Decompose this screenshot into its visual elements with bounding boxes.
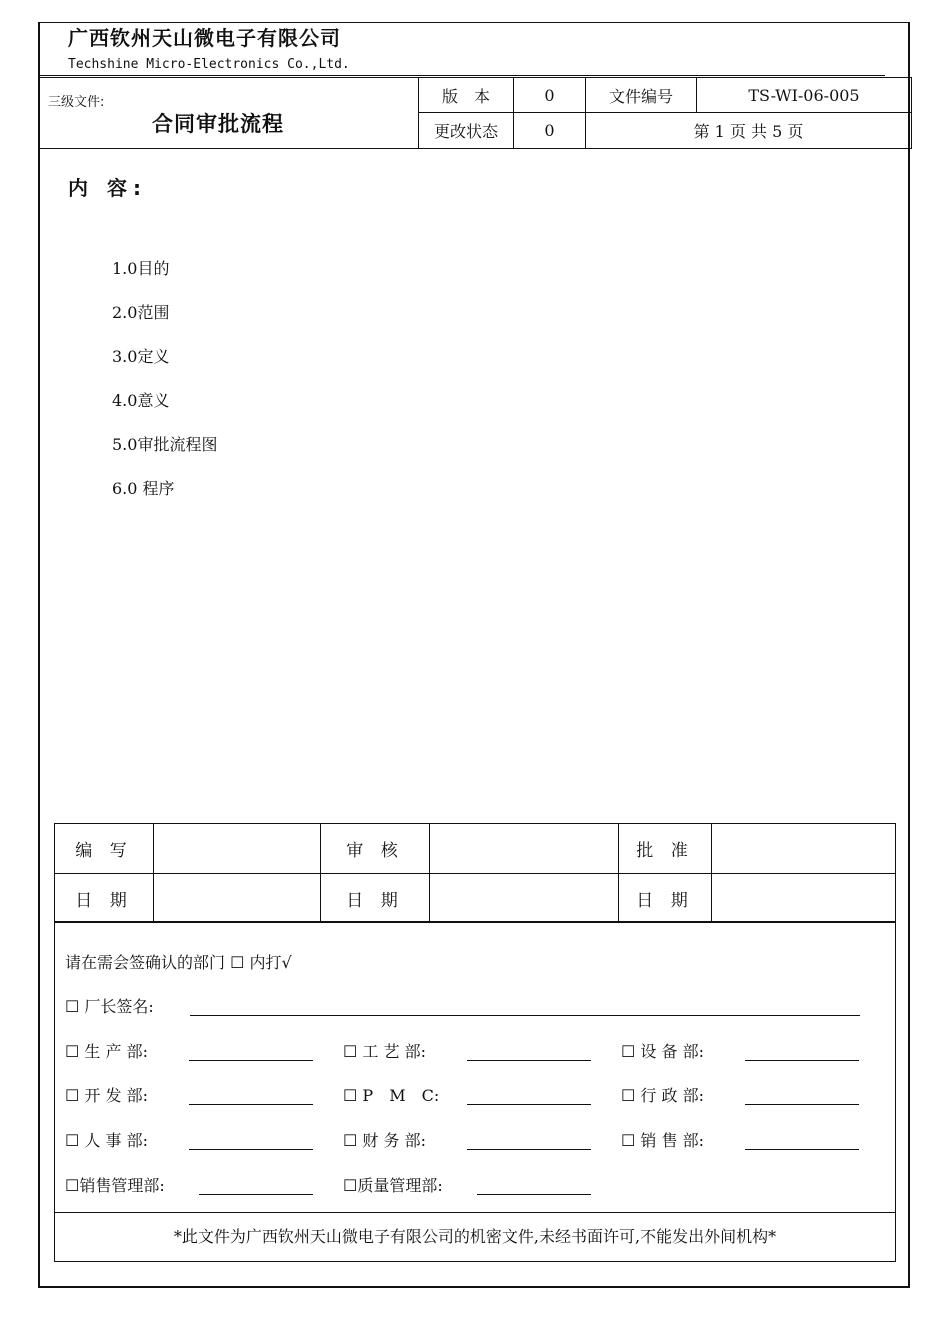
- admin-dept-line[interactable]: [745, 1104, 859, 1105]
- header-divider: [40, 75, 885, 76]
- change-status-label: 更改状态: [419, 113, 514, 149]
- approve-label: 批 准: [619, 824, 712, 874]
- document-title: 合同审批流程: [152, 112, 284, 136]
- admin-dept-label: ☐ 行 政 部:: [621, 1086, 704, 1105]
- page-info: 第 1 页 共 5 页: [586, 113, 912, 149]
- confidentiality-notice: *此文件为广西钦州天山微电子有限公司的机密文件,未经书面许可,不能发出外间机构*: [54, 1212, 896, 1262]
- approve-date-label: 日 期: [619, 874, 712, 923]
- toc-item: 3.0定义: [112, 347, 170, 366]
- approve-field[interactable]: [712, 824, 896, 874]
- production-dept-label: ☐ 生 产 部:: [65, 1042, 148, 1061]
- quality-management-dept-line[interactable]: [477, 1194, 591, 1195]
- version-value: 0: [514, 78, 586, 113]
- toc-item: 4.0意义: [112, 391, 170, 410]
- write-date-label: 日 期: [55, 874, 154, 923]
- factory-manager-signature-line[interactable]: [190, 1015, 860, 1016]
- sales-dept-line[interactable]: [745, 1149, 859, 1150]
- version-label: 版 本: [419, 78, 514, 113]
- table-of-contents: [112, 255, 217, 519]
- finance-dept-line[interactable]: [467, 1149, 591, 1150]
- hr-dept-label: ☐ 人 事 部:: [65, 1131, 148, 1150]
- pmc-dept-line[interactable]: [467, 1104, 591, 1105]
- production-dept-line[interactable]: [189, 1060, 313, 1061]
- equipment-dept-label: ☐ 设 备 部:: [621, 1042, 704, 1061]
- write-label: 编 写: [55, 824, 154, 874]
- sales-management-dept-line[interactable]: [199, 1194, 313, 1195]
- doc-number-value: TS-WI-06-005: [697, 78, 912, 113]
- review-label: 审 核: [321, 824, 430, 874]
- toc-item: 5.0审批流程图: [112, 435, 218, 454]
- review-field[interactable]: [430, 824, 619, 874]
- document-level-label: 三级文件:: [48, 95, 105, 110]
- pmc-dept-label: ☐ P M C:: [343, 1086, 440, 1105]
- sales-dept-label: ☐ 销 售 部:: [621, 1131, 704, 1150]
- cosign-prompt: 请在需会签确认的部门 ☐ 内打√: [65, 953, 292, 972]
- equipment-dept-line[interactable]: [745, 1060, 859, 1061]
- sales-management-dept-label: ☐销售管理部:: [65, 1176, 165, 1195]
- development-dept-line[interactable]: [189, 1104, 313, 1105]
- approve-date-field[interactable]: [712, 874, 896, 923]
- review-date-field[interactable]: [430, 874, 619, 923]
- document-header-table: [40, 77, 912, 149]
- company-name-cn: 广西钦州天山微电子有限公司: [68, 26, 341, 50]
- toc-item: 1.0目的: [112, 259, 170, 278]
- cosign-section: [54, 921, 896, 1213]
- toc-item: 6.0 程序: [112, 479, 175, 498]
- hr-dept-line[interactable]: [189, 1149, 313, 1150]
- change-status-value: 0: [514, 113, 586, 149]
- title-cell: [40, 78, 419, 149]
- development-dept-label: ☐ 开 发 部:: [65, 1086, 148, 1105]
- company-name-en: Techshine Micro-Electronics Co.,Ltd.: [68, 57, 350, 72]
- review-date-label: 日 期: [321, 874, 430, 923]
- process-dept-line[interactable]: [467, 1060, 591, 1061]
- process-dept-label: ☐ 工 艺 部:: [343, 1042, 426, 1061]
- doc-number-label: 文件编号: [586, 78, 697, 113]
- finance-dept-label: ☐ 财 务 部:: [343, 1131, 426, 1150]
- quality-management-dept-label: ☐质量管理部:: [343, 1176, 443, 1195]
- write-field[interactable]: [154, 824, 321, 874]
- signoff-table: [54, 823, 896, 923]
- write-date-field[interactable]: [154, 874, 321, 923]
- toc-item: 2.0范围: [112, 303, 170, 322]
- factory-manager-signature-label: ☐ 厂长签名:: [65, 997, 154, 1016]
- content-heading: 内 容:: [68, 176, 147, 200]
